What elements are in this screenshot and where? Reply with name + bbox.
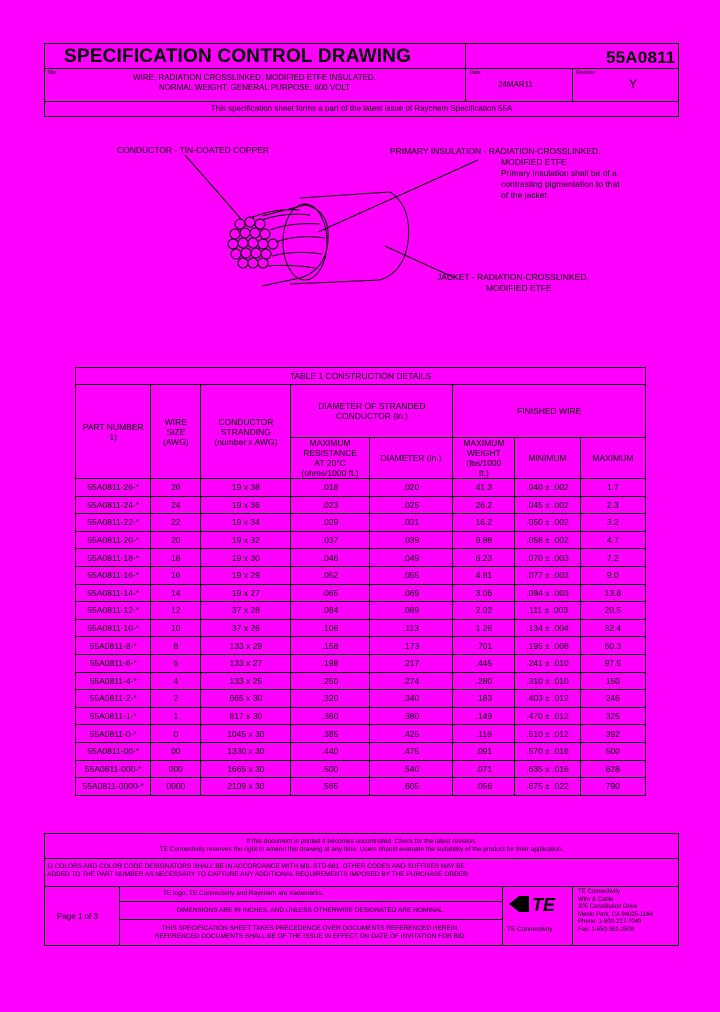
finished-diameter-cell: .045 ± .002	[515, 496, 580, 514]
wire-size-cell: 00	[151, 742, 201, 760]
max-diameter-cell: .217	[369, 654, 453, 672]
stranding-cell: 19 x 32	[201, 531, 291, 549]
stranding-cell: 133 x 25	[201, 672, 291, 690]
stranding-cell: 19 x 27	[201, 584, 291, 602]
min-diameter-cell: .440	[291, 742, 369, 760]
min-diameter-cell: .037	[291, 531, 369, 549]
max-weight-cell: 60.3	[580, 637, 645, 655]
jacket-label-line-2: MODIFIED ETFE	[486, 283, 552, 293]
precedence-note	[119, 925, 502, 941]
part-number-cell: 55A0811-000-*	[76, 760, 151, 778]
diameter-conductor-header: DIAMETER OF STRANDED CONDUCTOR (in.)	[291, 385, 453, 438]
table-row	[76, 760, 646, 778]
table-row	[76, 496, 646, 514]
conductor-strands	[228, 217, 278, 268]
wire-size-cell: 6	[151, 654, 201, 672]
note-2	[47, 863, 470, 879]
address-line-1: Wire & Cable	[578, 896, 614, 903]
finished-diameter-cell: .195 ± .008	[515, 637, 580, 655]
resistance-cell: .280	[453, 672, 515, 690]
part-number-cell: 55A0811-2-*	[76, 690, 151, 708]
dimensions-note: DIMENSIONS ARE IN INCHES, AND UNLESS OTHERWISE DESIGNATED ARE NOMINAL.	[176, 907, 445, 914]
note-2-line-2: ADDED TO THE PART NUMBER AS NECESSARY TO CAPTURE ANY ADDITIONAL REQUIREMENTS IMPOSED BY THE PURCHASE ORDER.	[47, 871, 470, 878]
finished-diameter-header: DIAMETER (in.)	[369, 438, 453, 479]
table-row	[76, 514, 646, 532]
max-diameter-cell: .340	[369, 690, 453, 708]
wire-description-line-1: WIRE, RADIATION CROSSLINKED, MODIFIED ETFE INSULATED,	[133, 73, 376, 82]
max-weight-cell: 392	[580, 725, 645, 743]
wire-size-cell: 22	[151, 514, 201, 532]
finished-diameter-cell: .510 ± .012	[515, 725, 580, 743]
resistance-cell: .149	[453, 707, 515, 725]
max-weight-cell: 9.0	[580, 566, 645, 584]
max-diameter-cell: .020	[369, 479, 453, 497]
table-row	[76, 549, 646, 567]
resistance-cell: 16.2	[453, 514, 515, 532]
resistance-cell: 9.88	[453, 531, 515, 549]
table-row	[76, 690, 646, 708]
table-row	[76, 725, 646, 743]
finished-diameter-cell: .403 ± .012	[515, 690, 580, 708]
part-number-cell: 55A0811-26-*	[76, 479, 151, 497]
max-weight-cell: 7.2	[580, 549, 645, 567]
part-number-cell: 55A0811-4-*	[76, 672, 151, 690]
wire-size-cell: 14	[151, 584, 201, 602]
resistance-cell: .183	[453, 690, 515, 708]
max-weight-cell: 4.7	[580, 531, 645, 549]
finished-diameter-cell: .058 ± .002	[515, 531, 580, 549]
part-number-cell: 55A0811-22-*	[76, 514, 151, 532]
address-block	[578, 889, 653, 934]
wire-size-cell: 26	[151, 479, 201, 497]
finished-diameter-cell: .470 ± .012	[515, 707, 580, 725]
note-1	[44, 838, 679, 854]
address-line-2: 305 Constitution Drive	[578, 904, 638, 910]
stranding-cell: 19 x 30	[201, 549, 291, 567]
stranding-cell: 133 x 27	[201, 654, 291, 672]
resistance-cell: 41.3	[453, 479, 515, 497]
wire-size-header: WIRE SIZE (AWG)	[151, 385, 201, 479]
min-diameter-cell: .029	[291, 514, 369, 532]
finished-diameter-cell: .094 ± .003	[515, 584, 580, 602]
jacket-label-line-1: JACKET - RADIATION-CROSSLINKED,	[437, 272, 589, 282]
part-number-cell: 55A0811-10-*	[76, 619, 151, 637]
max-weight-cell: 1.7	[580, 479, 645, 497]
min-diameter-cell: .084	[291, 602, 369, 620]
primary-note-line-1: Primary insulation shall be of a	[501, 168, 617, 178]
wire-size-cell: 1	[151, 707, 201, 725]
max-weight-cell: 20.5	[580, 602, 645, 620]
min-diameter-cell: .158	[291, 637, 369, 655]
resistance-cell: 26.2	[453, 496, 515, 514]
min-diameter-cell: .250	[291, 672, 369, 690]
stranding-cell: 19 x 36	[201, 496, 291, 514]
primary-insulation-label	[390, 146, 620, 201]
max-diameter-cell: .605	[369, 778, 453, 796]
table-row	[76, 742, 646, 760]
spec-note: This specification sheet forms a part of the latest issue of Raychem Specification 55A	[210, 104, 513, 113]
te-logo-text: TE	[532, 895, 556, 915]
stranding-cell: 37 x 26	[201, 619, 291, 637]
stranding-cell: 37 x 28	[201, 602, 291, 620]
wire-size-cell: 4	[151, 672, 201, 690]
stranding-cell: 19 x 38	[201, 479, 291, 497]
resistance-cell: .116	[453, 725, 515, 743]
primary-note-line-3: of the jacket.	[501, 190, 550, 200]
part-number-cell: 55A0811-0-*	[76, 725, 151, 743]
max-diameter-cell: .274	[369, 672, 453, 690]
wire-description-line-2: NORMAL WEIGHT, GENERAL PURPOSE, 600 VOLT	[158, 83, 351, 92]
finished-diameter-cell: .675 ± .022	[515, 778, 580, 796]
document-number: 55A0811	[606, 48, 676, 67]
min-diameter-cell: .065	[291, 584, 369, 602]
page-title: SPECIFICATION CONTROL DRAWING	[64, 46, 412, 67]
table-row	[76, 672, 646, 690]
wire-description	[44, 73, 465, 93]
stranding-cell: 19 x 34	[201, 514, 291, 532]
wire-size-cell: 20	[151, 531, 201, 549]
te-logo-mark	[507, 893, 567, 915]
max-diameter-cell: .540	[369, 760, 453, 778]
table-row	[76, 602, 646, 620]
max-weight-cell: 97.5	[580, 654, 645, 672]
trademark-note: TE logo, TE Connectivity and Raychem are trademarks.	[163, 890, 324, 897]
wire-size-cell: 16	[151, 566, 201, 584]
max-diameter-cell: .425	[369, 725, 453, 743]
max-weight-cell: 325	[580, 707, 645, 725]
max-diameter-cell: .173	[369, 637, 453, 655]
wire-size-cell: 12	[151, 602, 201, 620]
date-label: Date	[470, 70, 481, 76]
stranding-cell: 817 x 30	[201, 707, 291, 725]
max-weight-cell: 2.3	[580, 496, 645, 514]
stranding-cell: 665 x 30	[201, 690, 291, 708]
note-2-line-1: 1) COLORS AND COLOR CODE DESIGNATORS SHALL BE IN ACCORDANCE WITH MIL-STD-681. OTHER CODES AND SUFFIXES MAY BE	[47, 863, 465, 870]
finished-diameter-cell: .070 ± .003	[515, 549, 580, 567]
resistance-cell: .701	[453, 637, 515, 655]
finished-diameter-cell: .040 ± .002	[515, 479, 580, 497]
finished-diameter-cell: .050 ± .002	[515, 514, 580, 532]
max-diameter-cell: .049	[369, 549, 453, 567]
wire-size-cell: 8	[151, 637, 201, 655]
table-row	[76, 619, 646, 637]
table-row	[76, 566, 646, 584]
min-diameter-cell: .198	[291, 654, 369, 672]
precedence-note-line-2: REFERENCED DOCUMENTS SHALL BE OF THE ISSUE IN EFFECT ON DATE OF INVITATION FOR BID.	[154, 933, 467, 940]
min-diameter-cell: .360	[291, 707, 369, 725]
max-weight-header: MAXIMUM WEIGHT (lbs/1000 ft.)	[453, 438, 515, 479]
finished-diameter-cell: .241 ± .010	[515, 654, 580, 672]
part-number-cell: 55A0811-18-*	[76, 549, 151, 567]
revision-value: Y	[629, 77, 638, 91]
max-diameter-cell: .113	[369, 619, 453, 637]
part-number-cell: 55A0811-00-*	[76, 742, 151, 760]
primary-insulation-label-line-2: MODIFIED ETFE	[501, 157, 567, 167]
table-body	[76, 479, 646, 796]
max-diameter-cell: .475	[369, 742, 453, 760]
jacket-label	[437, 272, 589, 294]
resistance-cell: 2.02	[453, 602, 515, 620]
part-number-cell: 55A0811-24-*	[76, 496, 151, 514]
part-number-cell: 55A0811-16-*	[76, 566, 151, 584]
resistance-cell: .445	[453, 654, 515, 672]
resistance-cell: 1.26	[453, 619, 515, 637]
max-diameter-cell: .031	[369, 514, 453, 532]
part-number-header	[76, 385, 151, 479]
address-line-4: Phone: 1-800-227-7040	[578, 919, 642, 925]
max-diameter-cell: .069	[369, 584, 453, 602]
finished-diameter-cell: .310 ± .010	[515, 672, 580, 690]
finished-diameter-cell: .077 ± .003	[515, 566, 580, 584]
max-weight-cell: 246	[580, 690, 645, 708]
max-weight-cell: 32.4	[580, 619, 645, 637]
finished-diameter-cell: .111 ± .003	[515, 602, 580, 620]
stranding-cell: 19 x 29	[201, 566, 291, 584]
max-weight-cell: 13.8	[580, 584, 645, 602]
finished-diameter-cell: .134 ± .004	[515, 619, 580, 637]
min-diameter-cell: .046	[291, 549, 369, 567]
part-number-header-note: 1)	[109, 431, 117, 442]
table-row	[76, 778, 646, 796]
address-line-3: Menlo Park, CA 94025-1164	[578, 911, 653, 918]
revision-label: Revision	[576, 70, 596, 76]
page-number: Page 1 of 3	[57, 912, 98, 921]
wire-size-cell: 10	[151, 619, 201, 637]
max-diameter-cell: .380	[369, 707, 453, 725]
wire-size-cell: 24	[151, 496, 201, 514]
minimum-header: MINIMUM	[515, 438, 580, 479]
conductor-label: CONDUCTOR - TIN-COATED COPPER	[117, 145, 270, 155]
table-row	[76, 584, 646, 602]
conductor-stranding-header: CONDUCTOR STRANDING (number x AWG)	[201, 385, 291, 479]
stranding-cell: 2109 x 30	[201, 778, 291, 796]
maximum-header: MAXIMUM	[580, 438, 645, 479]
part-number-cell: 55A0811-20-*	[76, 531, 151, 549]
table-caption: TABLE 1 CONSTRUCTION DETAILS	[76, 368, 646, 385]
finished-wire-header: FINISHED WIRE	[453, 385, 646, 438]
table-row	[76, 531, 646, 549]
note-1-line-1: If this document is printed it becomes uncontrolled. Check for the latest revision.	[246, 838, 477, 845]
max-diameter-cell: .039	[369, 531, 453, 549]
table-row	[76, 707, 646, 725]
finished-diameter-cell: .570 ± .016	[515, 742, 580, 760]
table-row	[76, 637, 646, 655]
conductor-leader	[185, 155, 242, 220]
wire-size-cell: 0000	[151, 778, 201, 796]
part-number-cell: 55A0811-1-*	[76, 707, 151, 725]
address-company: TE Connectivity	[578, 889, 621, 895]
table-row	[76, 654, 646, 672]
max-weight-cell: 628	[580, 760, 645, 778]
max-resistance-header: MAXIMUM RESISTANCE AT 20°C (ohms/1000 ft.)	[291, 438, 369, 479]
construction-details-table	[75, 367, 646, 796]
max-diameter-cell: .089	[369, 602, 453, 620]
part-number-cell: 55A0811-0000-*	[76, 778, 151, 796]
resistance-cell: .056	[453, 778, 515, 796]
company-name: TE Connectivity	[507, 926, 553, 933]
min-diameter-cell: .018	[291, 479, 369, 497]
resistance-cell: 6.23	[453, 549, 515, 567]
primary-note-line-2: contrasting pigmentation to that	[501, 179, 620, 189]
resistance-cell: 3.06	[453, 584, 515, 602]
min-diameter-cell: .500	[291, 760, 369, 778]
wire-size-cell: 000	[151, 760, 201, 778]
te-logo	[507, 893, 567, 915]
resistance-cell: 4.81	[453, 566, 515, 584]
note-1-line-2: TE Connectivity reserves the right to amend this drawing at any time. Users should evaluate the suitability of the product for their application.	[159, 846, 564, 853]
part-number-cell: 55A0811-6-*	[76, 654, 151, 672]
primary-insulation-label-line-1: PRIMARY INSULATION - RADIATION-CROSSLINKED,	[390, 146, 601, 156]
resistance-cell: .071	[453, 760, 515, 778]
min-diameter-cell: .320	[291, 690, 369, 708]
max-weight-cell: 500	[580, 742, 645, 760]
min-diameter-cell: .565	[291, 778, 369, 796]
finished-diameter-cell: .635 ± .016	[515, 760, 580, 778]
min-diameter-cell: .106	[291, 619, 369, 637]
part-number-header-text: PART NUMBER	[82, 421, 144, 432]
wire-size-cell: 0	[151, 725, 201, 743]
max-diameter-cell: .055	[369, 566, 453, 584]
min-diameter-cell: .023	[291, 496, 369, 514]
part-number-cell: 55A0811-14-*	[76, 584, 151, 602]
wire-size-cell: 2	[151, 690, 201, 708]
max-diameter-cell: .025	[369, 496, 453, 514]
max-weight-cell: 3.2	[580, 514, 645, 532]
stranding-cell: 1045 x 30	[201, 725, 291, 743]
part-number-cell: 55A0811-12-*	[76, 602, 151, 620]
max-weight-cell: 150	[580, 672, 645, 690]
stranding-cell: 1665 x 30	[201, 760, 291, 778]
wire-size-cell: 18	[151, 549, 201, 567]
max-weight-cell: 790	[580, 778, 645, 796]
min-diameter-cell: .385	[291, 725, 369, 743]
part-number-cell: 55A0811-8-*	[76, 637, 151, 655]
min-diameter-cell: .052	[291, 566, 369, 584]
precedence-note-line-1: THIS SPECIFICATION SHEET TAKES PRECEDENCE OVER DOCUMENTS REFERENCED HEREIN.	[161, 925, 460, 932]
table-row	[76, 479, 646, 497]
stranding-cell: 133 x 29	[201, 637, 291, 655]
title-label: Title	[47, 70, 57, 76]
address-line-5: Fax: 1-650-361-2508	[578, 926, 635, 933]
resistance-cell: .091	[453, 742, 515, 760]
date-value: 24MAR11	[498, 80, 533, 89]
stranding-cell: 1330 x 30	[201, 742, 291, 760]
